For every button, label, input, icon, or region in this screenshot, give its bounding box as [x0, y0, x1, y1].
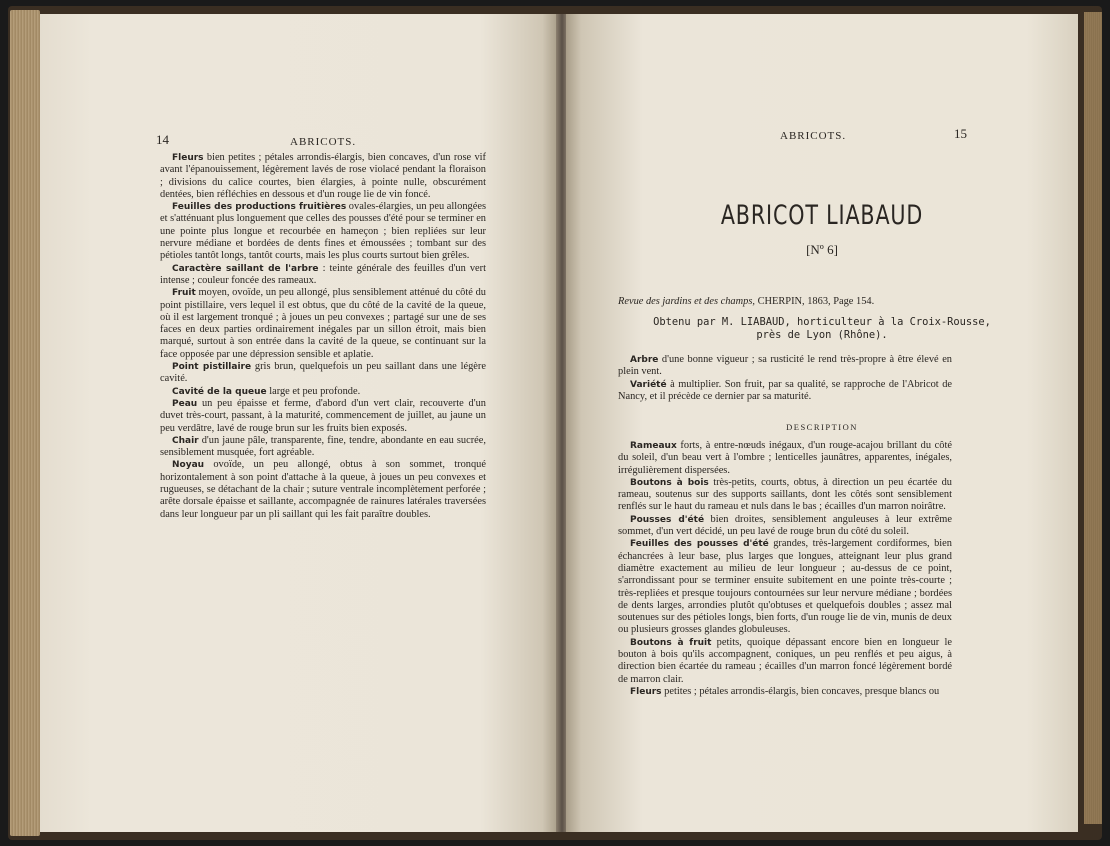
paragraph-text: bien droites, sensiblement anguleuses à leur extrême sommet, d'un vert décidé, un peu lavé de rouge brun du côté du soleil.	[618, 513, 953, 538]
paragraph-label: Caractère saillant de l'arbre	[172, 263, 319, 274]
paragraph	[160, 152, 486, 201]
page-edges-right	[1084, 12, 1102, 824]
paragraph-text: gris brun, quelquefois un peu saillant dans une légère cavité.	[160, 361, 486, 385]
article-title: ABRICOT LIABAUD	[720, 200, 924, 231]
paragraph	[160, 201, 486, 262]
page-edges-left	[10, 10, 40, 836]
paragraph-label: Variété	[630, 379, 667, 390]
paragraph-label: Fruit	[172, 288, 196, 299]
paragraph-label: Pousses d'été	[630, 514, 705, 525]
source-details: CHERPIN, 1863, Page 154.	[754, 296, 875, 307]
paragraph	[618, 379, 952, 404]
right-intro-text	[618, 354, 952, 403]
left-running-head: ABRICOTS.	[290, 136, 357, 148]
paragraph-text: large et peu profonde.	[266, 385, 361, 397]
obtained-line-2: près de Lyon (Rhône).	[756, 329, 888, 341]
paragraph-label: Feuilles des pousses d'été	[630, 539, 769, 550]
right-page	[566, 14, 1078, 832]
paragraph-text: d'une bonne vigueur ; sa rusticité le rend très-propre à être élevé en plein vent.	[618, 354, 952, 378]
paragraph-text: d'un jaune pâle, transparente, fine, tendre, abondante en eau sucrée, sensiblement musquée, fort agréable.	[160, 434, 486, 459]
paragraph	[160, 287, 486, 361]
paragraph-label: Feuilles des productions fruitières	[172, 202, 347, 213]
left-page	[40, 14, 558, 832]
paragraph-text: ovoïde, un peu allongé, obtus à son sommet, tronqué horizontalement à son point d'attache à la queue, à joues un peu convexes et rugueuses, se détachant de la chair ; suture ventrale incomplètement perforée ; arête dorsale épaisse et saillante, accompagnée de rainures latérales traversées dans leur longueur par un pli saillant qui les fait paraître doubles.	[160, 459, 486, 520]
paragraph-text: moyen, ovoïde, un peu allongé, plus sensiblement atténué du côté du point pistillaire, vers lequel il est obtus, que du côté de la cavité de la queue, où il est largement tronqué ; à joues un peu convexes ; partagé sur une de ses faces en deux parties ordinairement inégales par un sillon étroit, mais bien marqué, surtout à son entrée dans la cavité de la queue, se continuant sur la face opposée par une dépression sensible et aplatie.	[160, 287, 486, 360]
paragraph	[618, 477, 952, 514]
paragraph	[618, 686, 952, 698]
paragraph	[160, 435, 486, 460]
paragraph	[618, 538, 952, 636]
paragraph-label: Boutons à bois	[630, 477, 709, 488]
obtained-line-1: Obtenu par M. LIABAUD, horticulteur à la Croix-Rousse,	[653, 316, 991, 328]
paragraph-text: à multiplier. Son fruit, par sa qualité, se rapproche de l'Abricot de Nancy, et il précède ce dernier par sa maturité.	[618, 378, 952, 402]
paragraph	[160, 459, 486, 520]
paragraph-text: bien petites ; pétales arrondis-élargis, bien concaves, d'un rose vif avant l'épanouissement, légèrement lavés de rose violacé pendant la floraison ; divisions du calice courtes, bien élargies, à pointe nulle, obscurément dentées, bien réfléchies en dessous et d'un rouge lie de vin foncé.	[160, 152, 486, 200]
paragraph-label: Point pistillaire	[172, 362, 252, 373]
paragraph-label: Peau	[172, 398, 198, 409]
paragraph-label: Arbre	[630, 355, 659, 365]
paragraph	[160, 386, 486, 398]
paragraph	[160, 263, 486, 288]
paragraph-label: Chair	[172, 435, 199, 446]
paragraph	[160, 361, 486, 386]
paragraph-text: un peu épaisse et ferme, d'abord d'un vert clair, recouverte d'un duvet très-court, passant, à la maturité, commencement de juillet, au jaune un peu verdâtre, lavé de rouge brun sur les fruits bien exposés.	[160, 397, 486, 434]
paragraph-label: Fleurs	[172, 153, 204, 163]
paragraph-text: ovales-élargies, un peu allongées et s'atténuant plus longuement que celles des pousses d'été pour se terminer en une pointe plus longue et recourbée en hameçon ; bien repliées sur leur nervure médiane et bordées de dents fines et émoussées ; tombant sur des pétioles tantôt longs, tantôt courts, mais les plus courts surtout bien grêles.	[160, 201, 486, 262]
paragraph-text: petits, quoique dépassant encore bien en longueur le bouton à bois qu'ils accompagnent, coniques, un peu renflés et peu aigus, à direction bien écartée du rameau ; écailles d'un marron foncé légèrement bordé de marron clair.	[618, 636, 952, 685]
paragraph	[618, 440, 952, 477]
paragraph	[618, 514, 952, 539]
paragraph-label: Fleurs	[630, 686, 662, 697]
right-body-text	[618, 440, 952, 698]
paragraph	[618, 354, 952, 379]
paragraph-text: : teinte générale des feuilles d'un vert intense ; couleur foncée des rameaux.	[160, 262, 486, 286]
paragraph-label: Boutons à fruit	[630, 637, 712, 648]
paragraph	[160, 398, 486, 435]
source-journal: Revue des jardins et des champs,	[618, 296, 755, 307]
paragraph-text: grandes, très-largement cordiformes, bien échancrées à leur base, plus larges que longues, atteignant leur plus grand diamètre exactement au milieu de leur longueur ; au-dessus de ce point, s'arrondissant pour se terminer ensuite subitement en une pointe très-courte ; très-repliées et presque toujours contournées sur leur nervure médiane ; bordées de dents larges, arrondies plutôt qu'obtuses et quelquefois doubles ; assez mal soutenues sur des pétioles longs, bien forts, d'un rouge lie de vin, munis de deux ou plusieurs grosses glandes globuleuses.	[618, 538, 952, 636]
paragraph	[618, 637, 952, 686]
paragraph-text: petites ; pétales arrondis-élargis, bien concaves, presque blancs ou	[661, 685, 940, 697]
description-heading: DESCRIPTION	[786, 422, 858, 432]
variety-number: [Nº 6]	[806, 242, 838, 257]
right-page-number: 15	[954, 126, 967, 141]
source-citation	[618, 296, 874, 307]
left-body-text	[160, 152, 486, 521]
right-running-head: ABRICOTS.	[780, 130, 847, 142]
paragraph-text: très-petits, courts, obtus, à direction un peu écartée du rameau, soutenus sur des supports saillants, dont les côtés sont sensiblement renflés sur le haut du rameau et nuls dans le bas ; écailles d'un marron noirâtre.	[618, 476, 952, 513]
paragraph-text: forts, à entre-nœuds inégaux, d'un rouge-acajou brillant du côté du soleil, d'un beau vert à l'ombre ; lenticelles jaunâtres, apparentes, inégales, irrégulièrement dispersées.	[618, 440, 952, 476]
paragraph-label: Rameaux	[630, 441, 677, 451]
paragraph-label: Cavité de la queue	[172, 386, 267, 397]
obtained-by	[566, 316, 1078, 342]
paragraph-label: Noyau	[172, 460, 205, 471]
left-page-number: 14	[156, 132, 169, 147]
